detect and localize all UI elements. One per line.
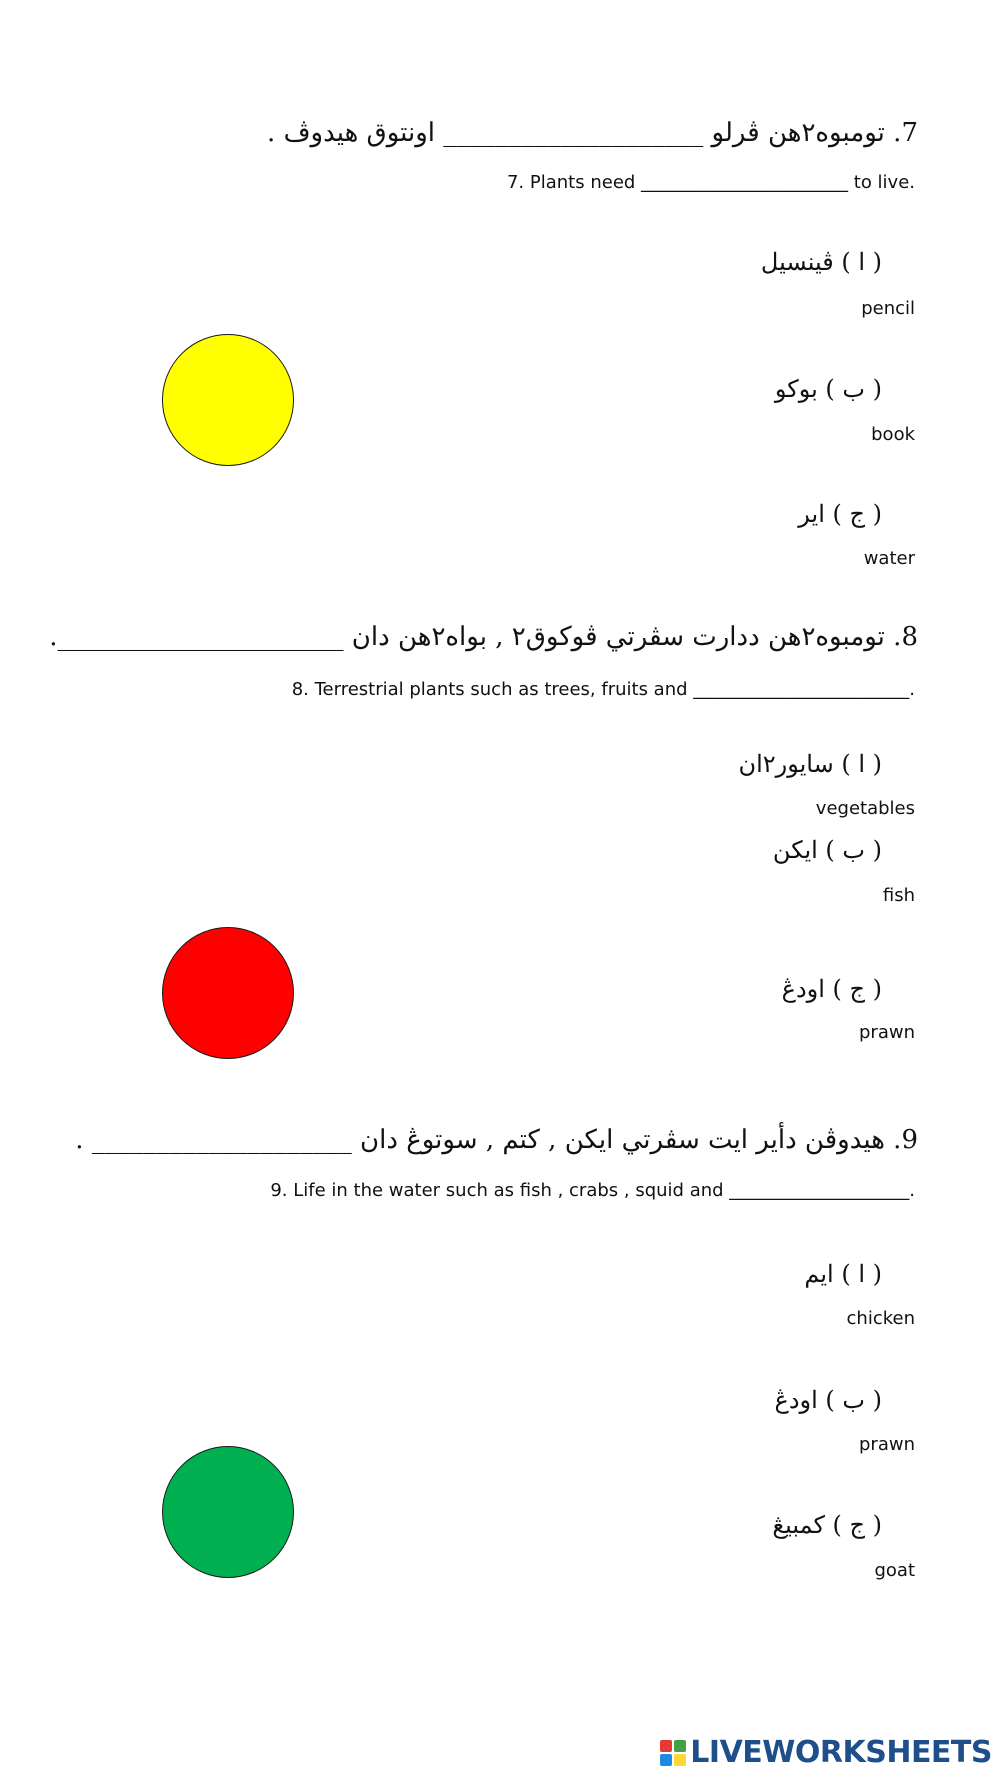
- question-7-option-b-jawi[interactable]: ( ب ) بوكو: [774, 375, 882, 403]
- question-9-option-c-english[interactable]: goat: [874, 1560, 915, 1581]
- question-7-option-b-english[interactable]: book: [871, 424, 915, 445]
- question-8-option-c-jawi[interactable]: ( ج ) اودڠ: [781, 975, 882, 1003]
- question-8-english: 8. Terrestrial plants such as trees, fruits and ________________________.: [291, 679, 915, 700]
- yellow-indicator-circle[interactable]: [162, 334, 294, 466]
- liveworksheets-logo-icon: [660, 1740, 686, 1766]
- question-8-option-c-english[interactable]: prawn: [859, 1022, 915, 1043]
- question-7-jawi: 7. تومبوه٢هن ڤرلو ____________________ اونتوق هيدوڤ .: [267, 118, 918, 148]
- brand-name: LIVEWORKSHEETS: [690, 1735, 992, 1770]
- question-7-english: 7. Plants need _______________________ to live.: [506, 172, 915, 193]
- question-7-option-a-english[interactable]: pencil: [861, 298, 915, 319]
- question-8-option-b-english[interactable]: fish: [882, 885, 915, 906]
- question-9-option-a-english[interactable]: chicken: [846, 1308, 915, 1329]
- question-9-option-a-jawi[interactable]: ( ا ) ايم: [804, 1260, 882, 1288]
- question-9-jawi: 9. هيدوڤن دأير ايت سڤرتي ايكن , كتم , سوتوڠ دان ____________________ .: [75, 1125, 918, 1155]
- question-8-option-a-english[interactable]: vegetables: [815, 798, 915, 819]
- liveworksheets-brand: [660, 1735, 992, 1770]
- question-8-option-a-jawi[interactable]: ( ا ) سايور٢ان: [738, 750, 882, 778]
- question-9-option-b-jawi[interactable]: ( ب ) اودڠ: [774, 1386, 882, 1414]
- question-7-option-a-jawi[interactable]: ( ا ) ڤينسيل: [760, 248, 882, 276]
- question-9-english: 9. Life in the water such as fish , crabs , squid and ____________________.: [270, 1180, 915, 1201]
- question-8-jawi: 8. تومبوه٢هن ددارت سڤرتي ڤوكوق٢ , بواه٢هن دان ______________________.: [49, 622, 918, 652]
- green-indicator-circle[interactable]: [162, 1446, 294, 1578]
- question-7-option-c-jawi[interactable]: ( ج ) اير: [798, 500, 882, 528]
- question-9-option-c-jawi[interactable]: ( ج ) كمبيڠ: [772, 1511, 882, 1539]
- red-indicator-circle[interactable]: [162, 927, 294, 1059]
- question-8-option-b-jawi[interactable]: ( ب ) ايكن: [772, 836, 882, 864]
- question-7-option-c-english[interactable]: water: [863, 548, 915, 569]
- question-9-option-b-english[interactable]: prawn: [859, 1434, 915, 1455]
